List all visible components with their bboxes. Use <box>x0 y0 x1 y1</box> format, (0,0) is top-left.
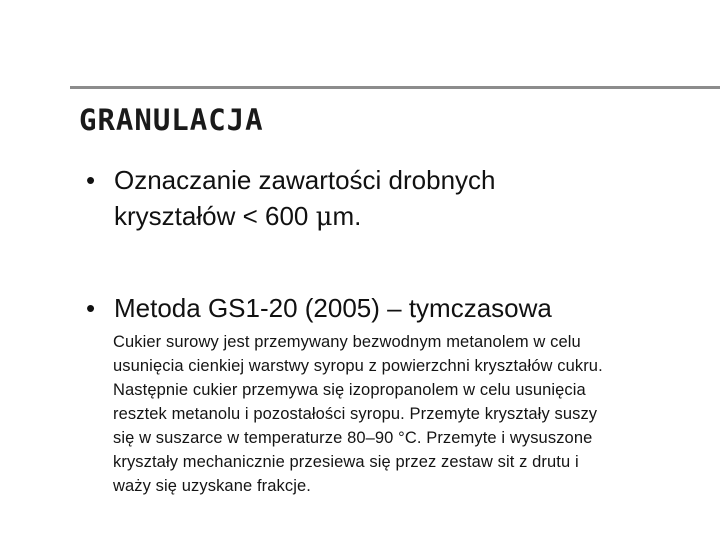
bullet-line-2-unit: m. <box>332 201 362 231</box>
bullet-text <box>114 290 674 326</box>
description-line: Następnie cukier przemywa się izopropanolem w celu usunięcia <box>113 381 586 399</box>
bullet-line-1: Oznaczanie zawartości drobnych <box>114 165 496 195</box>
bullet-line-2-prefix: kryształów < 600 <box>114 201 316 231</box>
description-line: usunięcia cienkiej warstwy syropu z powierzchni kryształów cukru. <box>113 357 603 375</box>
description-line: waży się uzyskane frakcje. <box>113 477 311 495</box>
bullet-line-1: Metoda GS1-20 (2005) – tymczasowa <box>114 293 552 323</box>
slide-title: GRANULACJA <box>79 103 264 137</box>
method-description <box>113 330 713 498</box>
description-line: Cukier surowy jest przemywany bezwodnym metanolem w celu <box>113 333 581 351</box>
bullet-dot: • <box>86 293 96 323</box>
description-line: się w suszarce w temperaturze 80–90 °C. Przemyte i wysuszone <box>113 429 593 447</box>
micro-symbol: μ <box>315 202 333 232</box>
bullet-text <box>114 162 674 235</box>
bullet-dot: • <box>86 165 96 195</box>
description-line: kryształy mechanicznie przesiewa się przez zestaw sit z drutu i <box>113 453 579 471</box>
description-line: resztek metanolu i pozostałości syropu. Przemyte kryształy suszy <box>113 405 598 423</box>
title-divider <box>70 86 720 89</box>
